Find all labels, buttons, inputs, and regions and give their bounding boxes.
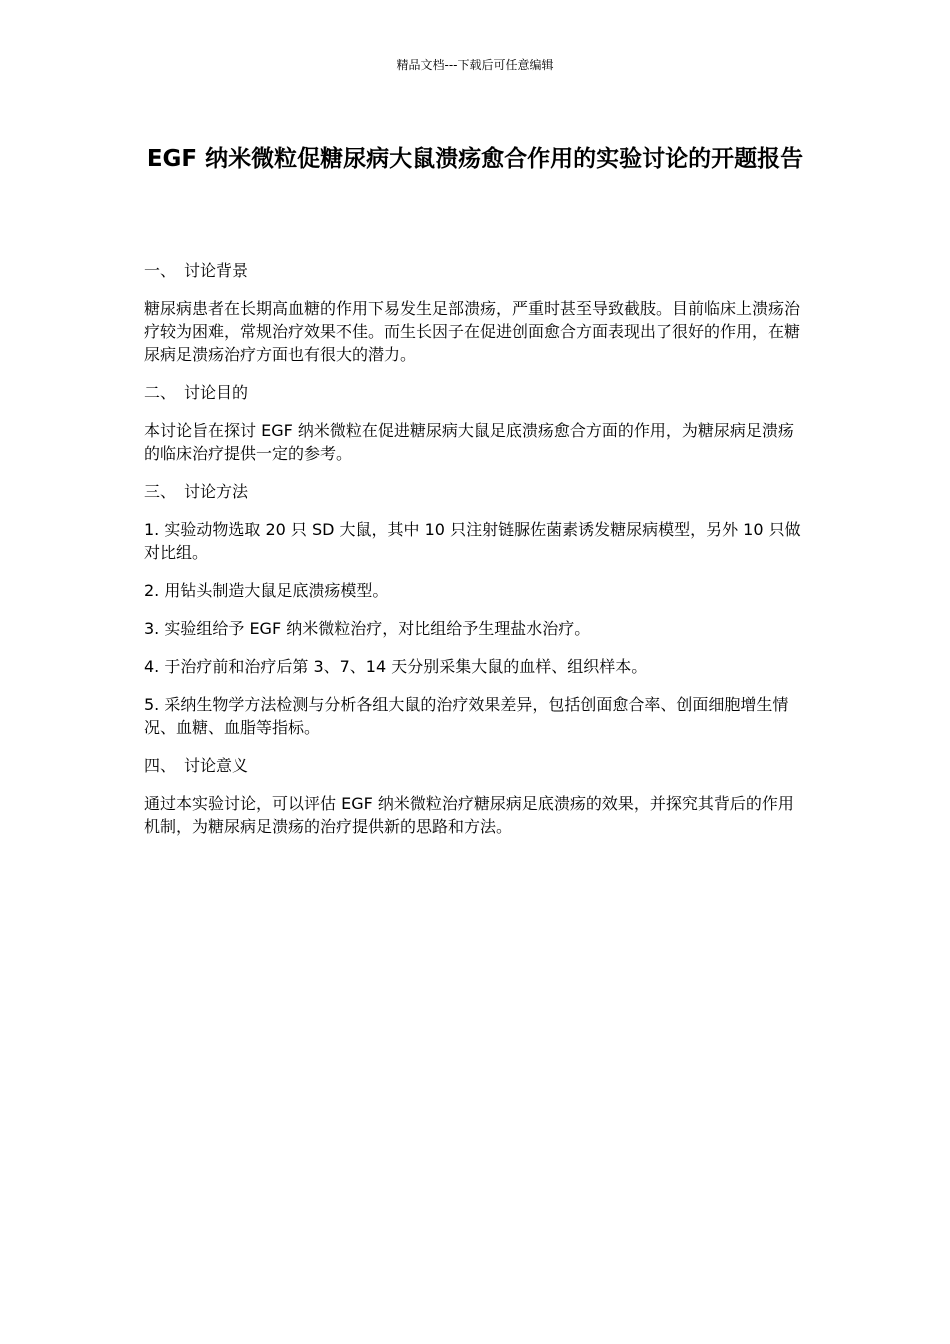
section-number: 四、 (144, 756, 177, 775)
document-body (144, 259, 804, 853)
section-heading-text: 讨论方法 (184, 482, 249, 501)
section-methods (144, 480, 804, 739)
paragraph: 本讨论旨在探讨 EGF 纳米微粒在促进糖尿病大鼠足底溃疡愈合方面的作用，为糖尿病足溃疡的临床治疗提供一定的参考。 (144, 421, 794, 463)
section-number: 一、 (144, 261, 177, 280)
method-step: 2. 用钻头制造大鼠足底溃疡模型。 (144, 581, 389, 600)
section-number: 二、 (144, 383, 177, 402)
section-heading (144, 754, 804, 777)
section-heading-text: 讨论目的 (184, 383, 249, 402)
method-step: 1. 实验动物选取 20 只 SD 大鼠，其中 10 只注射链脲佐菌素诱发糖尿病模型，另外 10 只做对比组。 (144, 520, 801, 562)
page-header-note: 精品文档---下载后可任意编辑 (396, 58, 554, 72)
method-step: 5. 采纳生物学方法检测与分析各组大鼠的治疗效果差异，包括创面愈合率、创面细胞增生情况、血糖、血脂等指标。 (144, 695, 789, 737)
section-number: 三、 (144, 482, 177, 501)
paragraph: 通过本实验讨论，可以评估 EGF 纳米微粒治疗糖尿病足底溃疡的效果，并探究其背后的作用机制，为糖尿病足溃疡的治疗提供新的思路和方法。 (144, 794, 794, 836)
method-step: 3. 实验组给予 EGF 纳米微粒治疗，对比组给予生理盐水治疗。 (144, 619, 591, 638)
section-heading (144, 480, 804, 503)
section-heading-text: 讨论背景 (184, 261, 249, 280)
section-significance (144, 754, 804, 838)
section-heading-text: 讨论意义 (184, 756, 249, 775)
section-purpose (144, 381, 804, 465)
method-step: 4. 于治疗前和治疗后第 3、7、14 天分别采集大鼠的血样、组织样本。 (144, 657, 648, 676)
section-heading (144, 381, 804, 404)
document-title: EGF 纳米微粒促糖尿病大鼠溃疡愈合作用的实验讨论的开题报告 (146, 146, 804, 172)
section-heading (144, 259, 804, 282)
paragraph: 糖尿病患者在长期高血糖的作用下易发生足部溃疡，严重时甚至导致截肢。目前临床上溃疡治疗较为困难，常规治疗效果不佳。而生长因子在促进创面愈合方面表现出了很好的作用，在糖尿病足溃疡治疗方面也有很大的潜力。 (144, 299, 801, 364)
section-background (144, 259, 804, 366)
